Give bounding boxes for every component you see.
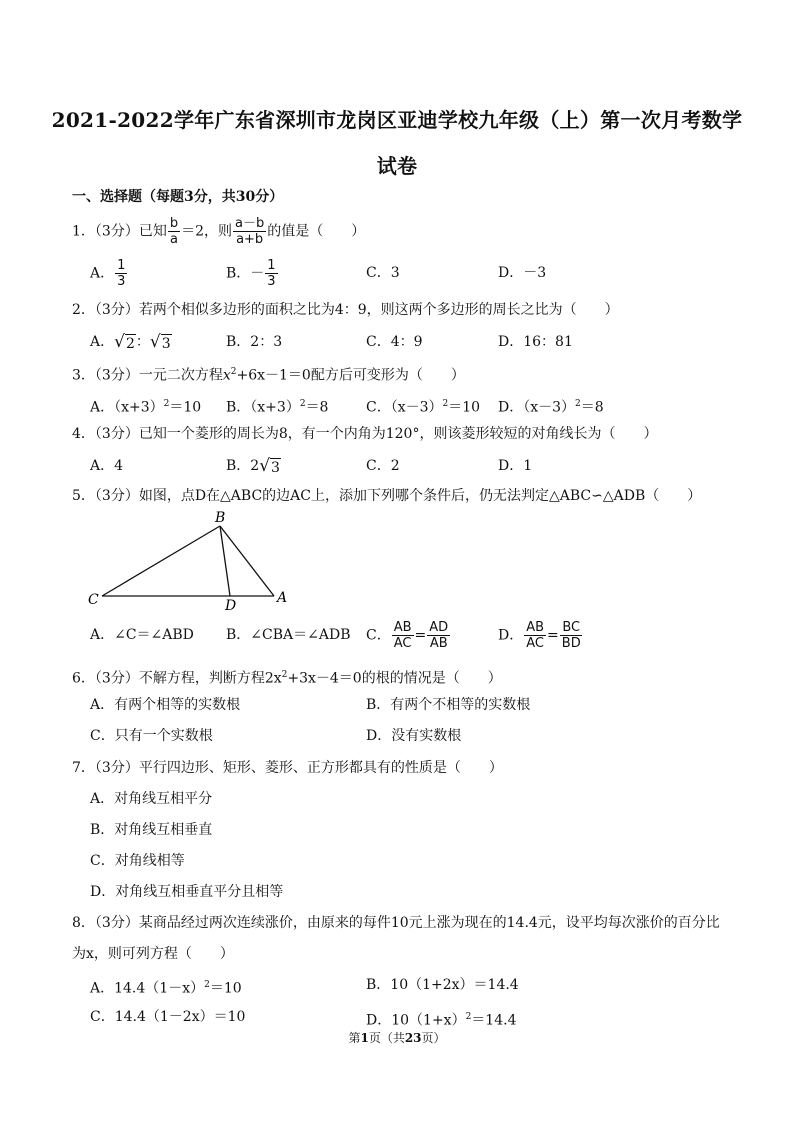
q2-option-a: A． √ 2 ： √ 3: [90, 331, 171, 352]
question-1: [72, 216, 365, 247]
q1-suffix: 的值是（ ）: [267, 223, 366, 240]
q3-option-c: C．$(x-3)^2=10$: [366, 399, 481, 416]
triangle-figure: [84, 508, 294, 614]
q4-option-d: D．1: [498, 458, 533, 474]
exam-title-line1: 2021-2022学年广东省深圳市龙岗区亚迪学校九年级（上）第一次月考数学: [51, 108, 743, 132]
point-label-b: B: [215, 510, 226, 526]
q1-fraction-b-over-a: $\frac{b}{a}$: [169, 216, 179, 247]
page-footer: 第1页（共23页）: [348, 1031, 446, 1045]
question-4: 4．（3分）已知一个菱形的周长为8，有一个内角为120°，则该菱形较短的对角线长为（ ）: [72, 426, 658, 442]
q1-fraction-expression: $\frac{a-b}{a+b}$: [235, 216, 265, 247]
exam-title-line2: 试卷: [376, 154, 418, 178]
question-8-line1: 8．（3分）某商品经过两次连续涨价，由原来的每件10元上涨为现在的14.4元，设平均每次涨价的百分比: [72, 915, 720, 931]
q4-option-c: C．2: [366, 458, 400, 474]
q2-option-d: D．16：81: [498, 334, 573, 350]
q7-option-c: C．对角线相等: [90, 853, 185, 869]
q8-option-d: D．$10(1+x)^2=14.4$: [366, 1012, 517, 1029]
question-3: 3．（3分）一元二次方程$x^2+6x-1=0$配方后可变形为（ ）: [72, 367, 465, 384]
q2-option-c: C．4：9: [366, 334, 423, 350]
q6-option-c: C．只有一个实数根: [90, 728, 213, 744]
q2-option-b: B．2：3: [226, 334, 283, 350]
sqrt-symbol: √ 2: [114, 331, 135, 352]
q1-option-b: B．－ $\frac{1}{3}$: [226, 258, 276, 289]
question-2: 2．（3分）若两个相似多边形的面积之比为4：9，则这两个多边形的周长之比为（ ）: [72, 302, 619, 318]
q7-option-a: A．对角线互相平分: [90, 791, 213, 807]
q4-option-a: A．4: [90, 458, 124, 474]
q8-option-a: A．$14.4(1-x)^2=10$: [90, 980, 242, 997]
q7-option-d: D．对角线互相垂直平分且相等: [90, 884, 284, 900]
q5-option-c: C． $\frac{AB}{AC}$ = $\frac{AD}{AB}$: [366, 620, 449, 651]
q5-option-a: A．∠C＝∠ABD: [90, 627, 194, 643]
q1-option-a: A． $\frac{1}{3}$: [90, 258, 126, 289]
q6-option-d: D．没有实数根: [366, 728, 462, 744]
q5-option-d: D． $\frac{AB}{AC}$ = $\frac{BC}{BD}$: [498, 620, 581, 651]
q1-prefix: 1．（3分）已知: [72, 223, 167, 240]
segment-bc: [102, 526, 220, 596]
sqrt-symbol: √ 3: [259, 455, 280, 476]
point-label-d: D: [225, 598, 237, 614]
q3-option-a: A．$(x+3)^2=10$: [90, 399, 202, 416]
question-6: 6．（3分）不解方程，判断方程$2x^2+3x-4=0$的根的情况是（ ）: [72, 670, 502, 687]
point-label-c: C: [88, 592, 99, 608]
q1-mid: ＝2，则: [181, 223, 233, 240]
q4-option-b: B．2 √ 3: [226, 455, 280, 476]
q1-option-c: C．3: [366, 265, 400, 281]
q6-option-a: A．有两个相等的实数根: [90, 697, 241, 713]
q5-option-b: B．∠CBA＝∠ADB: [226, 627, 351, 643]
q3-option-b: B．$(x+3)^2=8$: [226, 399, 329, 416]
section-heading: 一、选择题（每题3分，共30分）: [72, 189, 284, 205]
q8-option-c: C．14.4（1－2x）＝10: [90, 1009, 246, 1025]
q6-option-b: B．有两个不相等的实数根: [366, 697, 531, 713]
q3-option-d: D．$(x-3)^2=8$: [498, 399, 604, 416]
sqrt-symbol: √ 3: [149, 331, 171, 352]
point-label-a: A: [277, 590, 288, 606]
q8-option-b: B．10（1+2x）＝14.4: [366, 977, 519, 993]
q1-option-d: D．－3: [498, 265, 547, 281]
q7-option-b: B．对角线互相垂直: [90, 822, 213, 838]
question-8-line2: 为x，则可列方程（ ）: [72, 946, 234, 962]
question-7: 7．（3分）平行四边形、矩形、菱形、正方形都具有的性质是（ ）: [72, 760, 503, 776]
question-5: 5．（3分）如图，点D在△ABC的边AC上，添加下列哪个条件后，仍无法判定△ABC∽△ADB（ ）: [72, 488, 702, 504]
